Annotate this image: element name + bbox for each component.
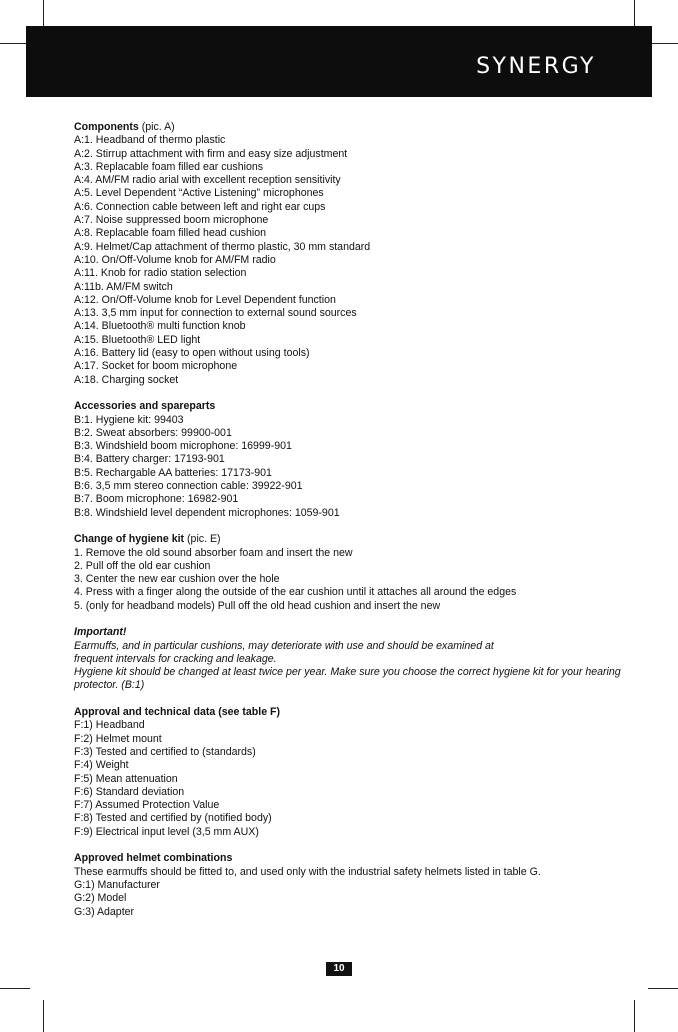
approval-heading: Approval and technical data (see table F)	[74, 706, 281, 719]
important-section	[74, 626, 634, 692]
hygiene-heading-suffix: (pic. E)	[184, 533, 221, 546]
list-item: 3. Center the new ear cushion over the hole	[74, 573, 280, 586]
list-item: B:6. 3,5 mm stereo connection cable: 39922-901	[74, 480, 303, 493]
list-item: A:3. Replacable foam filled ear cushions	[74, 160, 264, 173]
list-item: F:1) Headband	[74, 719, 145, 732]
list-item: 2. Pull off the old ear cushion	[74, 559, 211, 572]
section-heading	[74, 121, 634, 134]
list-item: A:10. On/Off-Volume knob for AM/FM radio	[74, 253, 276, 266]
list-item: A:11b. AM/FM switch	[74, 280, 173, 293]
list-item: 1. Remove the old sound absorber foam and insert the new	[74, 546, 353, 559]
page-number: 10	[326, 962, 352, 976]
list-item: A:13. 3,5 mm input for connection to external sound sources	[74, 307, 357, 320]
list-item: G:3) Adapter	[74, 905, 135, 918]
list-item: F:8) Tested and certified by (notified body)	[74, 812, 272, 825]
accessories-heading: Accessories and spareparts	[74, 400, 216, 413]
list-item: B:2. Sweat absorbers: 99900-001	[74, 426, 232, 439]
crop-mark	[634, 1000, 635, 1032]
crop-mark	[0, 988, 30, 989]
list-item: F:9) Electrical input level (3,5 mm AUX)	[74, 825, 259, 838]
header-band	[26, 26, 652, 97]
crop-mark	[43, 1000, 44, 1032]
brand-logo: SYNERGY	[476, 54, 596, 79]
helmets-heading: Approved helmet combinations	[74, 852, 233, 865]
list-item: G:2) Model	[74, 892, 127, 905]
list-item: A:9. Helmet/Cap attachment of thermo plastic, 30 mm standard	[74, 240, 371, 253]
components-section	[74, 121, 634, 387]
list-item: A:8. Replacable foam filled head cushion	[74, 227, 266, 240]
list-item: 5. (only for headband models) Pull off the old head cushion and insert the new	[74, 599, 441, 612]
list-item: A:17. Socket for boom microphone	[74, 360, 238, 373]
list-item: A:5. Level Dependent “Active Listening” microphones	[74, 187, 324, 200]
list-item: F:4) Weight	[74, 759, 129, 772]
list-item: A:15. Bluetooth® LED light	[74, 333, 201, 346]
components-heading: Components	[74, 121, 139, 133]
list-item: B:1. Hygiene kit: 99403	[74, 413, 184, 426]
list-item: B:4. Battery charger: 17193-901	[74, 453, 225, 466]
list-item: A:16. Battery lid (easy to open without using tools)	[74, 347, 310, 360]
section-heading	[74, 533, 634, 546]
helmets-section	[74, 852, 634, 918]
list-item: B:7. Boom microphone: 16982-901	[74, 493, 239, 506]
list-item: A:7. Noise suppressed boom microphone	[74, 214, 269, 227]
list-item: B:5. Rechargable AA batteries: 17173-901	[74, 466, 272, 479]
list-item: B:3. Windshield boom microphone: 16999-901	[74, 440, 292, 453]
important-text: Earmuffs, and in particular cushions, may deteriorate with use and should be examined at	[74, 639, 494, 652]
accessories-section	[74, 400, 634, 520]
approval-section	[74, 706, 634, 839]
important-heading: Important!	[74, 626, 127, 639]
list-item: F:7) Assumed Protection Value	[74, 799, 220, 812]
important-text: frequent intervals for cracking and leakage.	[74, 652, 277, 665]
list-item: F:2) Helmet mount	[74, 732, 162, 745]
crop-mark	[648, 988, 678, 989]
list-item: A:4. AM/FM radio arial with excellent reception sensitivity	[74, 174, 341, 187]
document-body	[74, 121, 634, 932]
crop-mark	[648, 43, 678, 44]
list-item: A:6. Connection cable between left and right ear cups	[74, 200, 326, 213]
list-item: A:18. Charging socket	[74, 373, 179, 386]
list-item: F:5) Mean attenuation	[74, 772, 178, 785]
list-item: B:8. Windshield level dependent microphones: 1059-901	[74, 506, 340, 519]
list-item: A:14. Bluetooth® multi function knob	[74, 320, 246, 333]
list-item: F:3) Tested and certified to (standards)	[74, 745, 256, 758]
list-item: G:1) Manufacturer	[74, 878, 160, 891]
helmets-intro: These earmuffs should be fitted to, and used only with the industrial safety helmets listed in table G.	[74, 865, 541, 878]
components-heading-suffix: (pic. A)	[138, 121, 175, 133]
hygiene-section	[74, 533, 634, 613]
list-item: 4. Press with a finger along the outside of the ear cushion until it attaches all around the edges	[74, 586, 517, 599]
list-item: A:12. On/Off-Volume knob for Level Dependent function	[74, 293, 336, 306]
list-item: A:1. Headband of thermo plastic	[74, 134, 226, 147]
list-item: A:2. Stirrup attachment with firm and easy size adjustment	[74, 147, 348, 160]
list-item: A:11. Knob for radio station selection	[74, 267, 247, 280]
hygiene-heading: Change of hygiene kit	[74, 533, 185, 546]
list-item: F:6) Standard deviation	[74, 785, 185, 798]
important-text: Hygiene kit should be changed at least twice per year. Make sure you choose the correct hygiene kit for your hearing protector. (B:1)	[74, 666, 621, 692]
